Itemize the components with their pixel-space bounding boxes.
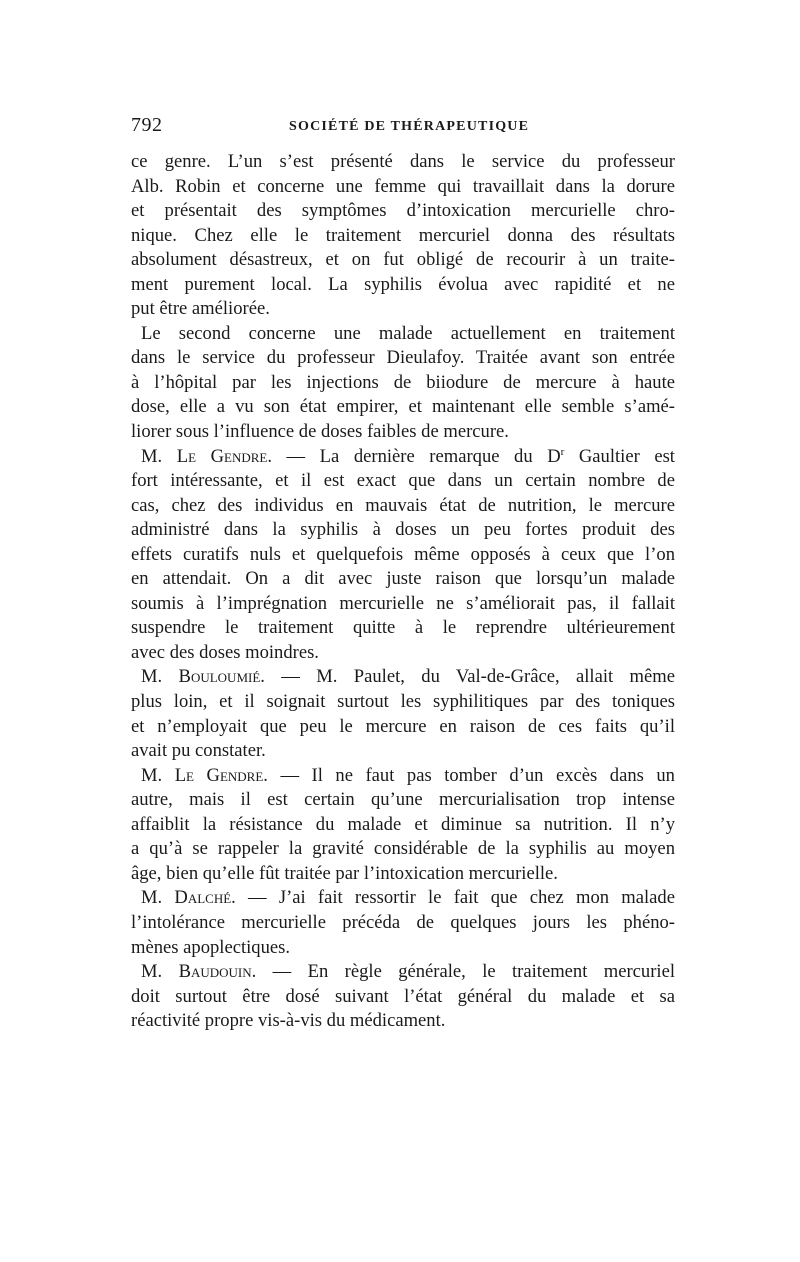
text-line: absolument désastreux, et on fut obligé de recourir à un traite- <box>131 249 675 271</box>
paragraph <box>131 150 675 322</box>
text-line: en attendait. On a dit avec juste raison que lorsqu’un malade <box>131 568 675 590</box>
text-line: dose, elle a vu son état empirer, et maintenant elle semble s’amé- <box>131 396 675 418</box>
speaker-name: Baudouin <box>178 961 252 983</box>
speaker-paragraph <box>131 764 675 789</box>
speaker-name: Dalché <box>174 887 232 909</box>
paragraph-continuation <box>131 985 675 1034</box>
page-number: 792 <box>131 114 163 136</box>
paragraph <box>131 322 675 347</box>
text-line: autre, mais il est certain qu’une mercurialisation trop intense <box>131 789 675 811</box>
paragraph-continuation <box>131 911 675 960</box>
text-line: l’intolérance mercurielle précéda de quelques jours les phéno- <box>131 911 675 933</box>
speaker-paragraph <box>131 960 675 985</box>
paragraph-continuation <box>131 469 675 665</box>
text-line: put être améliorée. <box>131 298 270 320</box>
paragraph-continuation <box>131 346 675 444</box>
speaker-paragraph <box>131 445 675 470</box>
page-header <box>131 114 675 142</box>
paragraph-continuation <box>131 788 675 886</box>
text-line: affaiblit la résistance du malade et diminue sa nutrition. Il n’y <box>131 813 675 835</box>
body-text <box>131 150 675 1034</box>
text-line: réactivité propre vis-à-vis du médicament. <box>131 1010 446 1032</box>
speaker-paragraph <box>131 665 675 690</box>
text-line: soumis à l’imprégnation mercurielle ne s’améliorait pas, il fallait <box>131 592 675 614</box>
text-line: M. Baudouin. — En règle générale, le traitement mercuriel <box>141 961 675 983</box>
text-line: fort intéressante, et il est exact que dans un certain nombre de <box>131 470 675 492</box>
text-line: suspendre le traitement quitte à le reprendre ultérieurement <box>131 617 675 639</box>
text-line: M. Dalché. — J’ai fait ressortir le fait que chez mon malade <box>141 887 675 909</box>
text-line: liorer sous l’influence de doses faibles de mercure. <box>131 421 509 443</box>
paragraph-continuation <box>131 690 675 764</box>
text-line: Le second concerne une malade actuellement en traitement <box>141 322 675 344</box>
text-line: a qu’à se rappeler la gravité considérable de la syphilis au moyen <box>131 838 675 860</box>
text-line: nique. Chez elle le traitement mercuriel donna des résultats <box>131 224 675 246</box>
text-line: à l’hôpital par les injections de biiodure de mercure à haute <box>131 371 675 393</box>
text-line: et n’employait que peu le mercure en raison de ces faits qu’il <box>131 715 675 737</box>
text-line: effets curatifs nuls et quelquefois même opposés à ceux que l’on <box>131 543 675 565</box>
speaker-name: Le Gendre <box>176 445 268 467</box>
text-line: administré dans la syphilis à doses un peu fortes produit des <box>131 519 675 541</box>
speaker-name: Bouloumié <box>178 666 261 688</box>
text-line: et présentait des symptômes d’intoxication mercurielle chro- <box>131 200 675 222</box>
text-line: plus loin, et il soignait surtout les syphilitiques par des toniques <box>131 691 675 713</box>
superscript: r <box>560 445 565 458</box>
text-line: ce genre. L’un s’est présenté dans le service du professeur <box>131 151 675 172</box>
running-head: SOCIÉTÉ DE THÉRAPEUTIQUE <box>289 119 530 134</box>
text-line: dans le service du professeur Dieulafoy. Traitée avant son entrée <box>131 347 675 369</box>
text-line: M. Le Gendre. — La dernière remarque du $D^r$ Gaultier est <box>141 445 675 467</box>
text-line: ment purement local. La syphilis évolua avec rapidité et ne <box>131 273 675 295</box>
text-line: avec des doses moindres. <box>131 641 319 663</box>
text-line: âge, bien qu’elle fût traitée par l’intoxication mercurielle. <box>131 862 558 884</box>
speaker-name: Le Gendre <box>174 764 264 786</box>
speaker-paragraph <box>131 886 675 911</box>
text-line: cas, chez des individus en mauvais état de nutrition, le mercure <box>131 494 675 516</box>
text-line: M. Le Gendre. — Il ne faut pas tomber d’un excès dans un <box>141 764 675 786</box>
text-line: M. Bouloumié. — M. Paulet, du Val-de-Grâce, allait même <box>141 666 675 688</box>
text-line: doit surtout être dosé suivant l’état général du malade et sa <box>131 985 675 1007</box>
text-line: avait pu constater. <box>131 740 266 762</box>
text-line: mènes apoplectiques. <box>131 936 291 958</box>
text-line: Alb. Robin et concerne une femme qui travaillait dans la dorure <box>131 175 675 197</box>
